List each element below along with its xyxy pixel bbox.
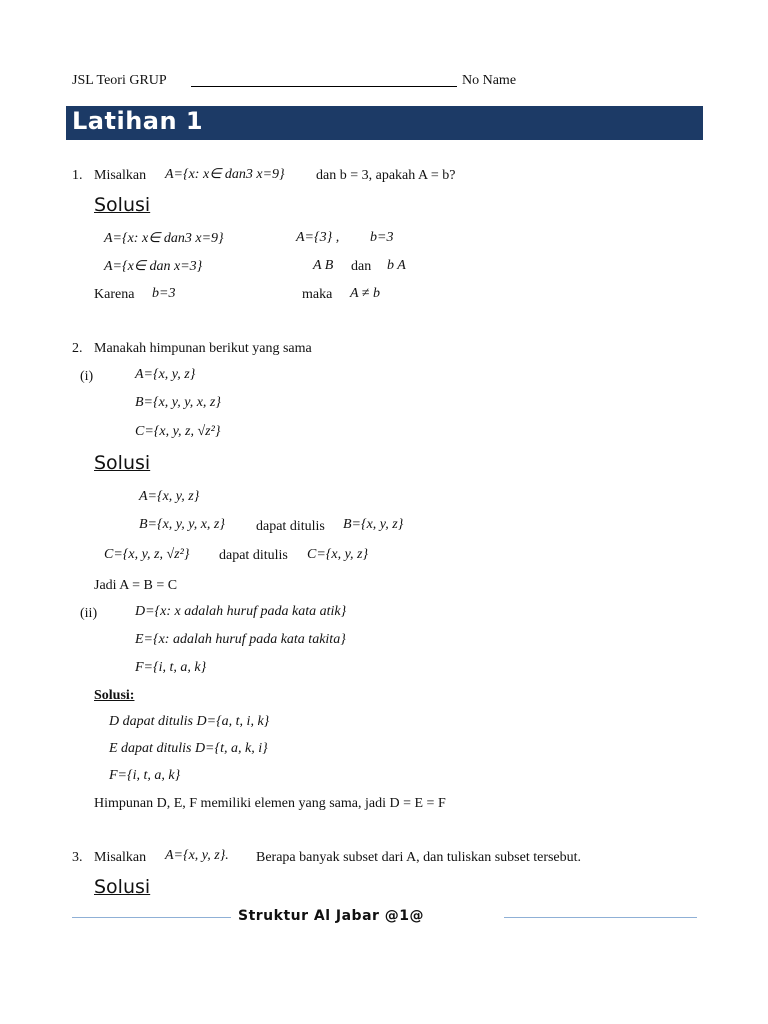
q1-question: dan b = 3, apakah A = b?	[316, 168, 456, 183]
q2-question: Manakah himpunan berikut yang sama	[94, 341, 312, 356]
header-name-label: No Name	[462, 73, 517, 88]
q2-sol-b-result: B={x, y, z}	[343, 517, 404, 532]
q2-sol-f: F={i, t, a, k}	[109, 768, 181, 783]
footer-rule-left	[72, 917, 231, 918]
q2-part-ii: (ii)	[80, 606, 98, 621]
header-name-line	[191, 86, 457, 87]
q1-sol-line3-d: A ≠ b	[350, 286, 380, 301]
q2-sol-e: E dapat ditulis D={t, a, k, i}	[109, 741, 268, 756]
q2-conclusion-2: Himpunan D, E, F memiliki elemen yang sama, jadi D = E = F	[94, 796, 446, 811]
q2-sol-d: D dapat ditulis D={a, t, i, k}	[109, 714, 270, 729]
q2-number: 2.	[72, 341, 83, 356]
q1-sol-line3-a: Karena	[94, 287, 135, 302]
page-title: Latihan 1	[72, 107, 204, 135]
q1-sol-line3-b: b=3	[152, 286, 176, 301]
q1-sol-line2-b: A B	[313, 258, 334, 273]
q2-sol-c: C={x, y, z, √z²}	[104, 547, 190, 562]
q1-sol-line3-c: maka	[302, 287, 333, 302]
q2-set-f: F={i, t, a, k}	[135, 660, 207, 675]
footer-rule-right	[504, 917, 697, 918]
q2-sol-c-result: C={x, y, z}	[307, 547, 369, 562]
header-group: JSL Teori GRUP	[72, 73, 167, 88]
q1-intro: Misalkan	[94, 168, 147, 183]
q1-sol-line2-c: dan	[351, 259, 372, 274]
q1-sol-line1-b: A={3} ,	[296, 230, 340, 245]
q1-sol-line2-a: A={x∈ dan x=3}	[104, 259, 203, 274]
q1-number: 1.	[72, 168, 83, 183]
q2-set-a: A={x, y, z}	[135, 367, 196, 382]
q1-solution-heading: Solusi	[94, 194, 151, 216]
q3-intro: Misalkan	[94, 850, 147, 865]
q2-part-i: (i)	[80, 369, 94, 384]
q1-sol-line1-a: A={x: x∈ dan3 x=9}	[104, 231, 224, 246]
q2-conclusion: Jadi A = B = C	[94, 578, 178, 593]
q2-solution-heading: Solusi	[94, 452, 151, 474]
q2-sol-b-text: dapat ditulis	[256, 519, 325, 534]
q3-question: Berapa banyak subset dari A, dan tuliskan subset tersebut.	[256, 850, 582, 865]
q2-set-b: B={x, y, y, x, z}	[135, 395, 221, 410]
q1-sol-line1-c: b=3	[370, 230, 394, 245]
q2-set-d: D={x: x adalah huruf pada kata atik}	[135, 604, 347, 619]
q3-number: 3.	[72, 850, 83, 865]
q2-sol-a: A={x, y, z}	[139, 489, 200, 504]
footer-text: Struktur Al Jabar @1@	[238, 908, 425, 924]
q3-set-a: A={x, y, z}.	[165, 848, 229, 863]
q2-set-c: C={x, y, z, √z²}	[135, 424, 221, 439]
q3-solution-heading: Solusi	[94, 876, 151, 898]
q1-set-a: A={x: x∈ dan3 x=9}	[165, 167, 285, 182]
q2-sol-b: B={x, y, y, x, z}	[139, 517, 225, 532]
q2-set-e: E={x: adalah huruf pada kata takita}	[135, 632, 346, 647]
q2-solution-heading-2: Solusi:	[94, 688, 135, 703]
q1-sol-line2-d: b A	[387, 258, 406, 273]
q2-sol-c-text: dapat ditulis	[219, 548, 288, 563]
